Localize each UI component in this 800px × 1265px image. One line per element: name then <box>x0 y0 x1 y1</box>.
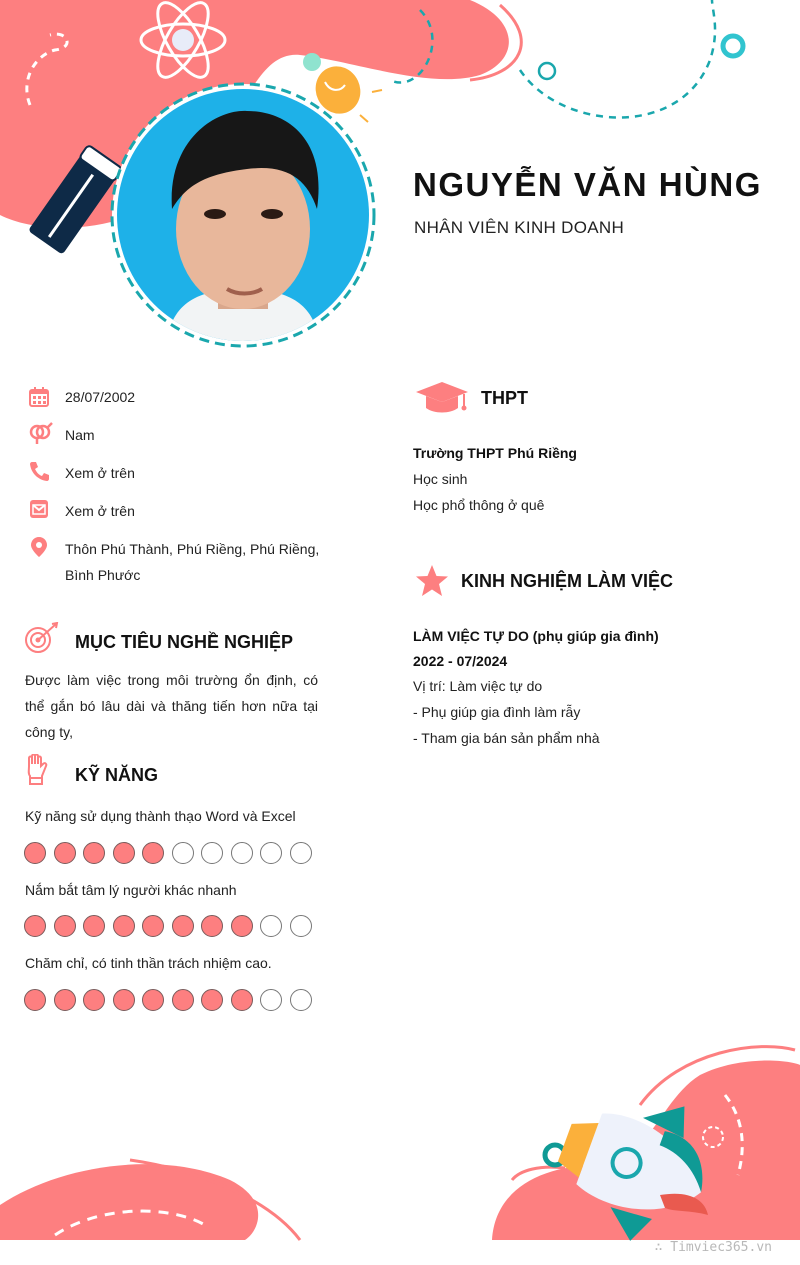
rating-dot-filled <box>113 989 135 1011</box>
calendar-icon <box>28 386 52 410</box>
target-icon <box>24 622 60 656</box>
rating-dot-filled <box>113 915 135 937</box>
rating-dot-filled <box>142 915 164 937</box>
graduation-cap-icon <box>414 380 470 416</box>
rating-dot-filled <box>83 989 105 1011</box>
rating-dot-empty <box>290 989 312 1011</box>
rating-dot-empty <box>201 842 223 864</box>
location-pin-icon <box>28 536 52 560</box>
address: Thôn Phú Thành, Phú Riềng, Phú Riềng, Bình Phước <box>65 541 320 583</box>
rating-dot-filled <box>54 842 76 864</box>
school-name: Trường THPT Phú Riềng <box>413 445 577 461</box>
avatar <box>117 89 369 341</box>
rating-dot-empty <box>260 842 282 864</box>
objective-title: MỤC TIÊU NGHỀ NGHIỆP <box>75 632 294 652</box>
rating-dot-filled <box>24 842 46 864</box>
rating-dot-empty <box>260 989 282 1011</box>
skill-name: Kỹ năng sử dụng thành thạo Word và Excel <box>25 808 296 824</box>
rating-dot-filled <box>142 989 164 1011</box>
star-icon <box>414 563 450 599</box>
rating-dot-filled <box>201 915 223 937</box>
rating-dot-filled <box>54 915 76 937</box>
raised-hand-icon <box>24 754 48 786</box>
skill-rating <box>24 842 312 864</box>
rating-dot-filled <box>113 842 135 864</box>
rating-dot-filled <box>83 842 105 864</box>
phone-icon <box>28 460 52 484</box>
watermark: ∴ Timviec365.vn <box>654 1240 772 1255</box>
skill-name: Nắm bắt tâm lý người khác nhanh <box>25 882 237 898</box>
experience-line: - Tham gia bán sản phẩm nhà <box>413 730 600 746</box>
candidate-name: NGUYỄN VĂN HÙNG <box>413 166 762 203</box>
education-description: Học phổ thông ở quê <box>413 497 545 513</box>
experience-company: LÀM VIỆC TỰ DO (phụ giúp gia đình) <box>413 628 659 644</box>
rating-dot-filled <box>24 989 46 1011</box>
rating-dot-filled <box>231 989 253 1011</box>
education-role: Học sinh <box>413 471 468 487</box>
rating-dot-filled <box>172 915 194 937</box>
rating-dot-empty <box>172 842 194 864</box>
rating-dot-filled <box>24 915 46 937</box>
phone-number: Xem ở trên <box>65 465 135 481</box>
education-title: THPT <box>481 388 528 408</box>
skills-title: KỸ NĂNG <box>75 765 159 785</box>
rating-dot-empty <box>231 842 253 864</box>
experience-title: KINH NGHIỆM LÀM VIỆC <box>461 571 674 591</box>
skill-name: Chăm chỉ, có tinh thần trách nhiệm cao. <box>25 955 272 971</box>
experience-line: - Phụ giúp gia đình làm rẫy <box>413 704 581 720</box>
profile-photo <box>117 89 369 341</box>
rating-dot-filled <box>231 915 253 937</box>
gender-icon <box>28 422 52 446</box>
rating-dot-filled <box>142 842 164 864</box>
rating-dot-filled <box>54 989 76 1011</box>
experience-period: 2022 - 07/2024 <box>413 653 508 669</box>
rating-dot-filled <box>201 989 223 1011</box>
email-address: Xem ở trên <box>65 503 135 519</box>
rating-dot-filled <box>172 989 194 1011</box>
rating-dot-filled <box>83 915 105 937</box>
rating-dot-empty <box>290 915 312 937</box>
rating-dot-empty <box>290 842 312 864</box>
birth-date: 28/07/2002 <box>65 389 136 405</box>
rating-dot-empty <box>260 915 282 937</box>
email-icon <box>28 498 52 522</box>
skill-rating <box>24 915 312 937</box>
experience-line: Vị trí: Làm việc tự do <box>413 678 543 694</box>
gender: Nam <box>65 427 95 443</box>
objective-text: Được làm việc trong môi trường ổn định, có thể gắn bó lâu dài và thăng tiến hơn nữa tại công ty, <box>25 672 318 740</box>
job-title: NHÂN VIÊN KINH DOANH <box>414 218 625 237</box>
skill-rating <box>24 989 312 1011</box>
